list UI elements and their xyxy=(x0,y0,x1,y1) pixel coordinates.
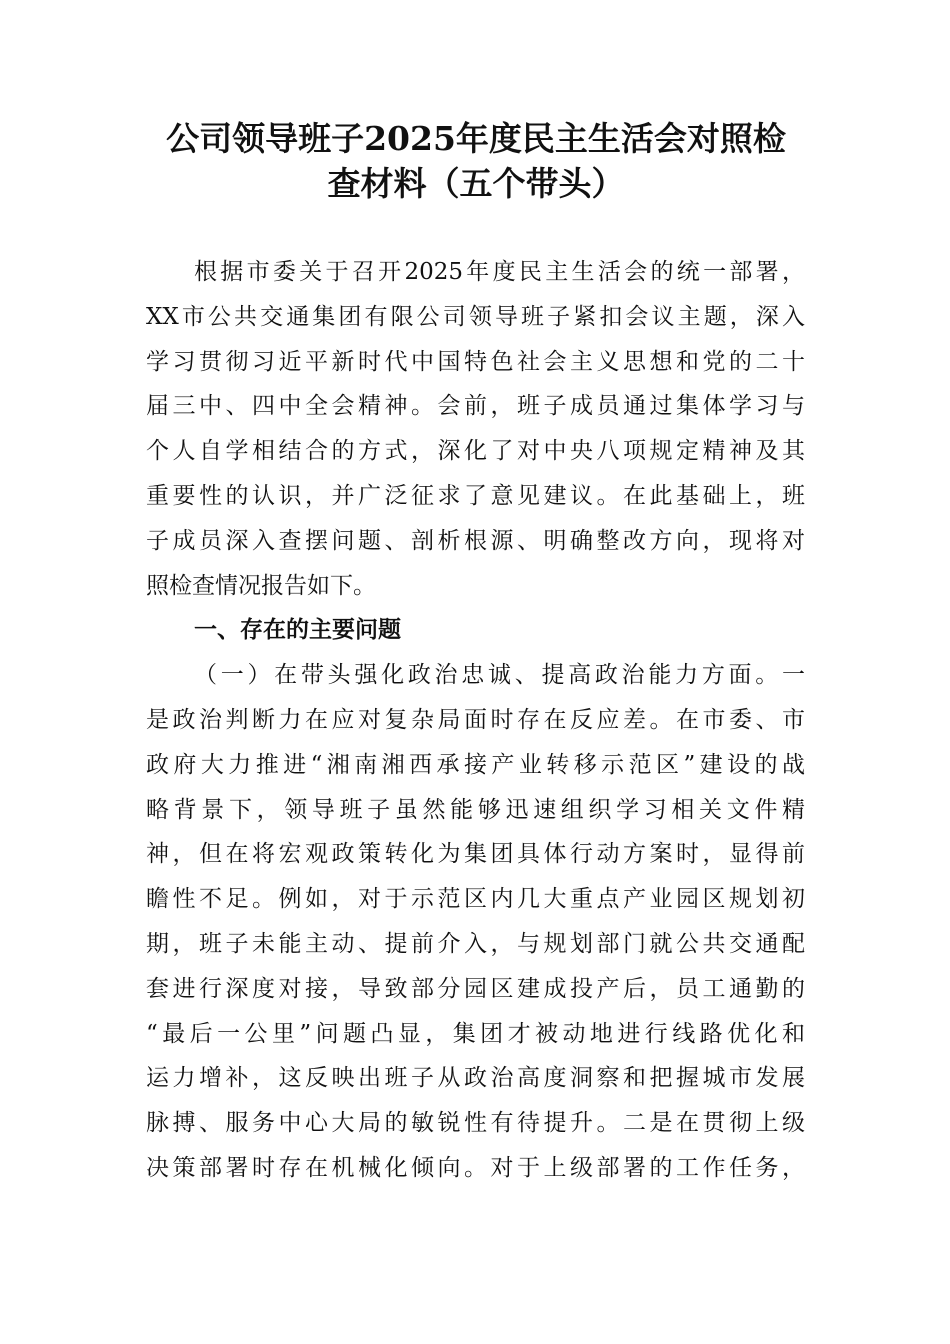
paragraph-line: 略背景下，领导班子虽然能够迅速组织学习相关文件精 xyxy=(146,796,805,823)
paragraph-line: 神，但在将宏观政策转化为集团具体行动方案时，显得前 xyxy=(146,841,805,868)
paragraph-line: 政府大力推进“湘南湘西承接产业转移示范区”建设的战 xyxy=(146,751,805,778)
paragraph-line: “最后一公里”问题凸显，集团才被动地进行线路优化和 xyxy=(146,1020,805,1047)
paragraph-line: 重要性的认识，并广泛征求了意见建议。在此基础上，班 xyxy=(146,482,805,509)
document-title-line-2: 查材料（五个带头） xyxy=(327,164,625,203)
paragraph-line: 套进行深度对接，导致部分园区建成投产后，员工通勤的 xyxy=(146,975,805,1002)
paragraph-line: 子成员深入查摆问题、剖析根源、明确整改方向，现将对 xyxy=(146,527,805,554)
paragraph-line: 决策部署时存在机械化倾向。对于上级部署的工作任务， xyxy=(146,1154,805,1181)
paragraph-line: 瞻性不足。例如，对于示范区内几大重点产业园区规划初 xyxy=(146,886,805,913)
section-heading: 一、存在的主要问题 xyxy=(194,617,401,644)
paragraph-line: 运力增补，这反映出班子从政治高度洞察和把握城市发展 xyxy=(146,1065,805,1092)
document-title-line-1: 公司领导班子2025年度民主生活会对照检 xyxy=(166,119,786,158)
paragraph-line: 根据市委关于召开2025年度民主生活会的统一部署， xyxy=(194,259,805,285)
paragraph-line: （一）在带头强化政治忠诚、提高政治能力方面。一 xyxy=(194,662,805,689)
paragraph-line: 届三中、四中全会精神。会前，班子成员通过集体学习与 xyxy=(146,393,805,420)
paragraph-line: XX市公共交通集团有限公司领导班子紧扣会议主题，深入 xyxy=(146,303,805,330)
intro-paragraph xyxy=(146,250,805,1191)
paragraph-line: 照检查情况报告如下。 xyxy=(146,572,376,599)
paragraph-line: 是政治判断力在应对复杂局面时存在反应差。在市委、市 xyxy=(146,706,805,733)
paragraph-line: 期，班子未能主动、提前介入，与规划部门就公共交通配 xyxy=(146,930,805,957)
paragraph-line: 脉搏、服务中心大局的敏锐性有待提升。二是在贯彻上级 xyxy=(146,1110,805,1137)
paragraph-line: 个人自学相结合的方式，深化了对中央八项规定精神及其 xyxy=(146,438,805,465)
paragraph-line: 学习贯彻习近平新时代中国特色社会主义思想和党的二十 xyxy=(146,348,805,375)
